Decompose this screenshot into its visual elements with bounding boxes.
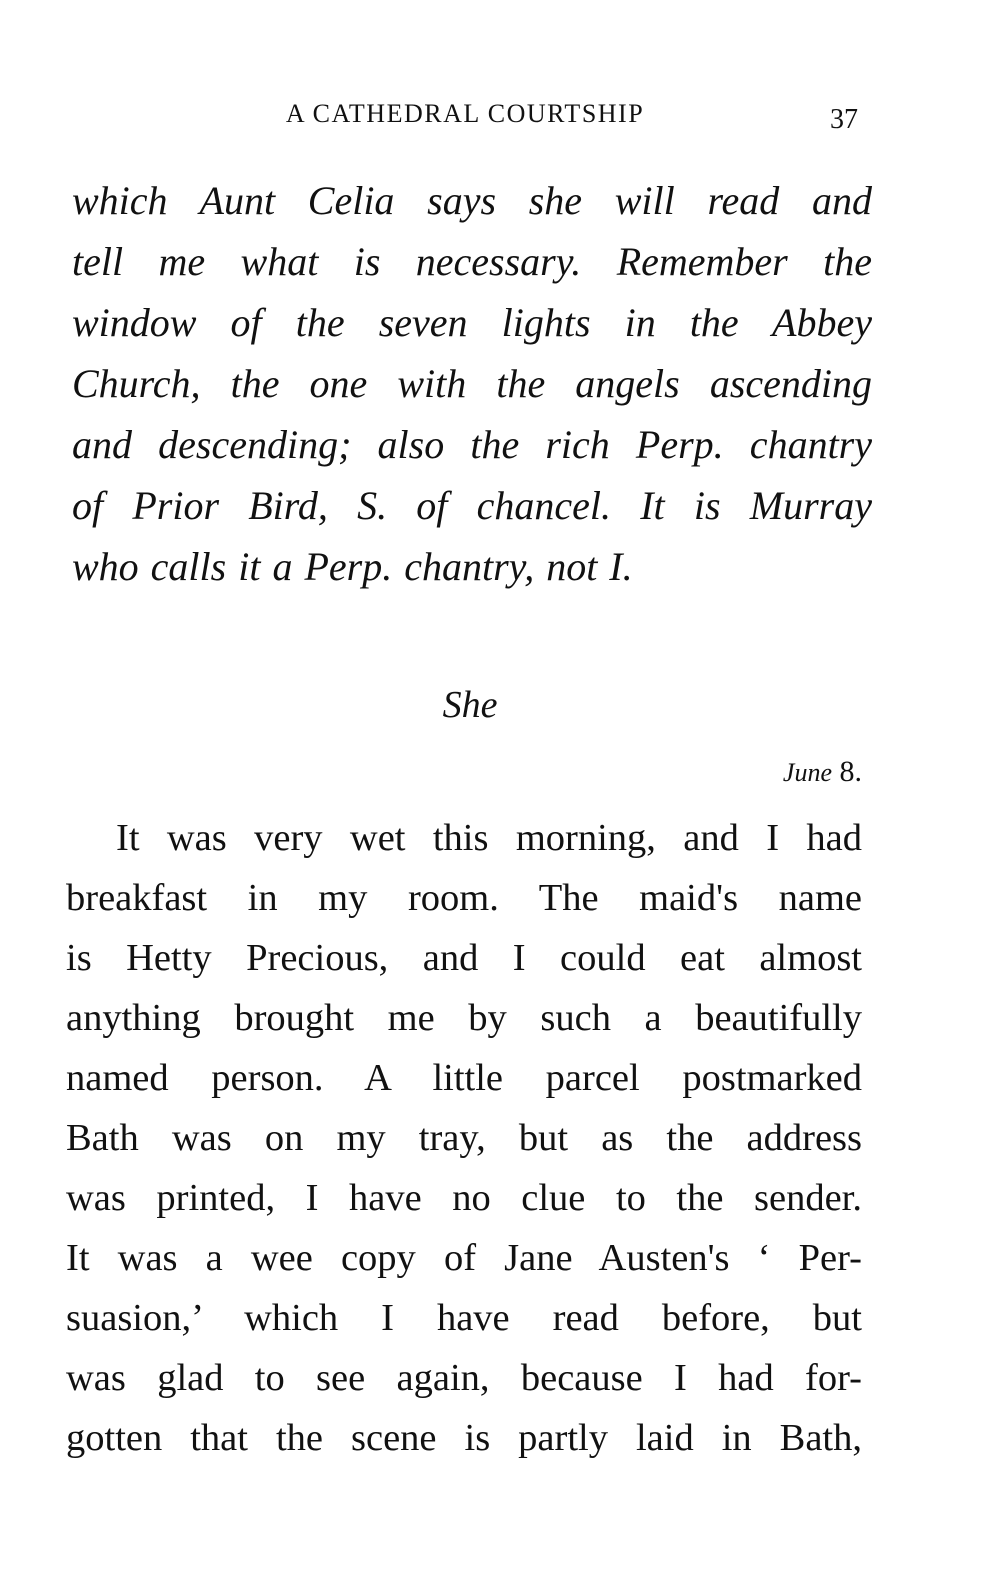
text-line: window of the seven lights in the Abbey [72,300,872,345]
text-line: It was very wet this morning, and I had [116,817,862,859]
text-line: was printed, I have no clue to the sender. [66,1177,862,1219]
text-line: anything brought me by such a beautifully [66,997,862,1039]
date-month: June [782,758,832,787]
text-line: tell me what is necessary. Remember the [72,239,872,284]
running-head [70,96,860,140]
text-line: and descending; also the rich Perp. chantry [72,422,872,467]
text-line: Church, the one with the angels ascending [72,361,872,406]
text-line: breakfast in my room. The maid's name [66,877,862,919]
body-paragraph [66,808,862,1468]
page-number: 37 [830,104,858,135]
letter-passage [72,170,872,597]
text-line: gotten that the scene is partly laid in Bath, [66,1417,862,1459]
text-line: which Aunt Celia says she will read and [72,178,872,223]
text-line: of Prior Bird, S. of chancel. It is Murray [72,483,872,528]
text-line: It was a wee copy of Jane Austen's ‘ Per- [66,1237,862,1279]
speaker-heading: She [442,684,498,726]
date-day: 8. [832,755,862,788]
date-line [783,752,862,793]
text-line: named person. A little parcel postmarked [66,1057,862,1099]
text-line: who calls it a Perp. chantry, not I. [72,544,633,589]
text-line: is Hetty Precious, and I could eat almost [66,937,862,979]
text-line: was glad to see again, because I had for- [66,1357,862,1399]
running-title: A CATHEDRAL COURTSHIP [285,99,645,128]
text-line: suasion,’ which I have read before, but [66,1297,862,1339]
text-line: Bath was on my tray, but as the address [66,1117,862,1159]
